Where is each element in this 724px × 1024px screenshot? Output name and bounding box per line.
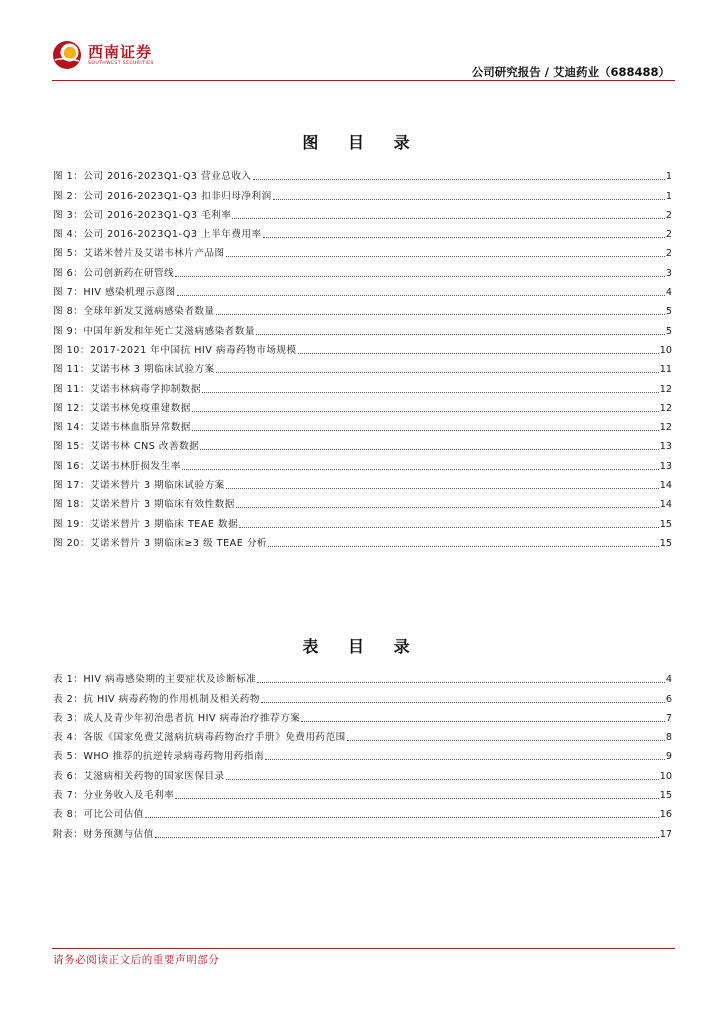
figure-index-entry-label: 图 19：艾诺米替片 3 期临床 TEAE 数据 [53,518,239,530]
dot-leader [256,334,665,335]
figure-index-entry[interactable] [53,434,672,453]
figure-index-list [53,164,672,550]
table-index-entry-page-number: 10 [659,770,672,782]
table-index-entry-page-number: 8 [665,732,672,744]
figure-index-entry-page-number: 5 [665,325,672,337]
dot-leader [226,488,659,489]
table-index-entry-label: 附表：财务预测与估值 [53,828,154,840]
figure-index-entry-page-number: 12 [659,383,672,395]
table-index-entry[interactable] [53,706,672,725]
table-index-entry-page-number: 15 [659,790,672,802]
header-divider [52,80,675,81]
figure-index-entry-label: 图 11：艾诺韦林病毒学抑制数据 [53,383,201,395]
figure-index-title: 图 目 录 [302,133,422,152]
figure-index-entry[interactable] [53,511,672,530]
dot-leader [155,837,659,838]
figure-index-entry-label: 图 20：艾诺米替片 3 期临床≥3 级 TEAE 分析 [53,537,268,549]
footer-disclaimer: 请务必阅读正文后的重要声明部分 [53,954,220,966]
dot-leader [261,702,665,703]
figure-index-entry[interactable] [53,280,672,299]
figure-index-entry[interactable] [53,164,672,183]
table-index-entry[interactable] [53,802,672,821]
figure-index-entry-page-number: 1 [665,171,672,183]
dot-leader [265,759,665,760]
figure-index-entry-label: 图 4：公司 2016-2023Q1-Q3 上半年费用率 [53,229,262,241]
figure-index-entry-page-number: 15 [659,518,672,530]
table-index-entry-label: 表 4：各版《国家免费艾滋病抗病毒药物治疗手册》免费用药范围 [53,732,346,744]
figure-index-entry-page-number: 13 [659,441,672,453]
dot-leader [200,449,659,450]
table-index-entry-label: 表 1：HIV 病毒感染期的主要症状及诊断标准 [53,674,257,686]
figure-index-entry-label: 图 14：艾诺韦林血脂异常数据 [53,422,191,434]
figure-index-entry-page-number: 5 [665,306,672,318]
figure-index-entry-page-number: 10 [659,344,672,356]
figure-index-entry[interactable] [53,396,672,415]
table-index-entry-page-number: 4 [665,674,672,686]
figure-index-entry-label: 图 1：公司 2016-2023Q1-Q3 营业总收入 [53,171,252,183]
table-index-entry-page-number: 6 [665,693,672,705]
figure-index-entry[interactable] [53,203,672,222]
dot-leader [263,237,665,238]
table-index-entry[interactable] [53,667,672,686]
figure-index-entry-label: 图 15：艾诺韦林 CNS 改善数据 [53,441,200,453]
logo-emblem-icon [52,40,82,70]
table-index-entry-page-number: 16 [659,809,672,821]
table-index-entry-label: 表 7：分业务收入及毛利率 [53,790,175,802]
figure-index-entry-label: 图 17：艾诺米替片 3 期临床试验方案 [53,480,225,492]
table-index-entry[interactable] [53,821,672,840]
dot-leader [177,295,665,296]
figure-index-entry-label: 图 11：艾诺韦林 3 期临床试验方案 [53,364,215,376]
figure-index-entry-label: 图 9：中国年新发和年死亡艾滋病感染者数量 [53,325,255,337]
figure-index-entry-label: 图 18：艾诺米替片 3 期临床有效性数据 [53,499,235,511]
figure-index-entry-label: 图 3：公司 2016-2023Q1-Q3 毛利率 [53,209,232,221]
figure-index-entry[interactable] [53,241,672,260]
figure-index-entry-label: 图 12：艾诺韦林免疫重建数据 [53,402,191,414]
dot-leader [273,199,665,200]
figure-index-entry-label: 图 10：2017-2021 年中国抗 HIV 病毒药物市场规模 [53,344,297,356]
figure-index-entry-page-number: 15 [659,537,672,549]
figure-index-entry[interactable] [53,299,672,318]
dot-leader [192,411,659,412]
dot-leader [232,218,665,219]
table-index-entry-page-number: 17 [659,828,672,840]
figure-index-entry[interactable] [53,338,672,357]
dot-leader [226,779,659,780]
dot-leader [175,276,665,277]
dot-leader [175,798,659,799]
figure-index-entry[interactable] [53,357,672,376]
dot-leader [257,682,664,683]
figure-index-entry[interactable] [53,415,672,434]
figure-index-entry-page-number: 2 [665,229,672,241]
page-header [52,40,672,80]
dot-leader [298,353,659,354]
logo-chinese-name: 西南证券 [88,42,153,61]
figure-index-entry-page-number: 4 [665,287,672,299]
figure-index-entry-label: 图 5：艾诺米替片及艾诺韦林片产品图 [53,248,225,260]
dot-leader [145,817,659,818]
figure-index-entry-label: 图 16：艾诺韦林肝损发生率 [53,460,181,472]
table-index-list [53,667,672,841]
table-index-entry[interactable] [53,686,672,705]
dot-leader [301,721,665,722]
table-index-title: 表 目 录 [302,637,422,656]
table-index-entry[interactable] [53,725,672,744]
table-index-entry[interactable] [53,763,672,782]
figure-index-entry-label: 图 2：公司 2016-2023Q1-Q3 扣非归母净利润 [53,190,272,202]
figure-index-entry[interactable] [53,222,672,241]
figure-index-entry-page-number: 12 [659,422,672,434]
dot-leader [236,507,659,508]
table-index-entry-label: 表 6：艾滋病相关药物的国家医保目录 [53,770,225,782]
table-index-entry-page-number: 9 [665,751,672,763]
table-index-entry-label: 表 8：可比公司估值 [53,809,144,821]
figure-index-entry-label: 图 7：HIV 感染机理示意图 [53,287,176,299]
dot-leader [226,256,665,257]
footer-divider [52,948,675,949]
figure-index-entry-page-number: 14 [659,480,672,492]
figure-index-entry-page-number: 14 [659,499,672,511]
figure-index-entry-page-number: 1 [665,190,672,202]
figure-index-entry[interactable] [53,492,672,511]
figure-index-entry-page-number: 2 [665,248,672,260]
dot-leader [253,179,665,180]
figure-index-entry[interactable] [53,260,672,279]
dot-leader [347,740,665,741]
table-index-entry-label: 表 5：WHO 推荐的抗逆转录病毒药物用药指南 [53,751,265,763]
figure-index-entry-page-number: 13 [659,460,672,472]
dot-leader [268,546,659,547]
figure-index-entry[interactable] [53,318,672,337]
dot-leader [192,430,659,431]
figure-index-entry[interactable] [53,183,672,202]
table-index-entry-label: 表 3：成人及青少年初治患者抗 HIV 病毒治疗推荐方案 [53,712,301,724]
dot-leader [202,392,659,393]
table-index-entry-label: 表 2：抗 HIV 病毒药物的作用机制及相关药物 [53,693,260,705]
dot-leader [182,469,659,470]
logo-english-name: SOUTHWEST SECURITIES [88,60,154,66]
figure-index-entry[interactable] [53,531,672,550]
table-index-entry[interactable] [53,783,672,802]
figure-index-entry[interactable] [53,453,672,472]
dot-leader [216,372,659,373]
dot-leader [216,314,665,315]
company-logo [52,40,154,70]
dot-leader [239,527,659,528]
figure-index-entry-label: 图 6：公司创新药在研管线 [53,267,175,279]
figure-index-entry-page-number: 2 [665,209,672,221]
figure-index-entry[interactable] [53,376,672,395]
table-index-entry[interactable] [53,744,672,763]
figure-index-entry[interactable] [53,473,672,492]
table-index-entry-page-number: 7 [665,712,672,724]
figure-index-entry-page-number: 3 [665,267,672,279]
report-label: 公司研究报告 / 艾迪药业（688488） [471,65,670,79]
figure-index-entry-page-number: 11 [659,364,672,376]
figure-index-entry-label: 图 8：全球年新发艾滋病感染者数量 [53,306,215,318]
figure-index-entry-page-number: 12 [659,402,672,414]
